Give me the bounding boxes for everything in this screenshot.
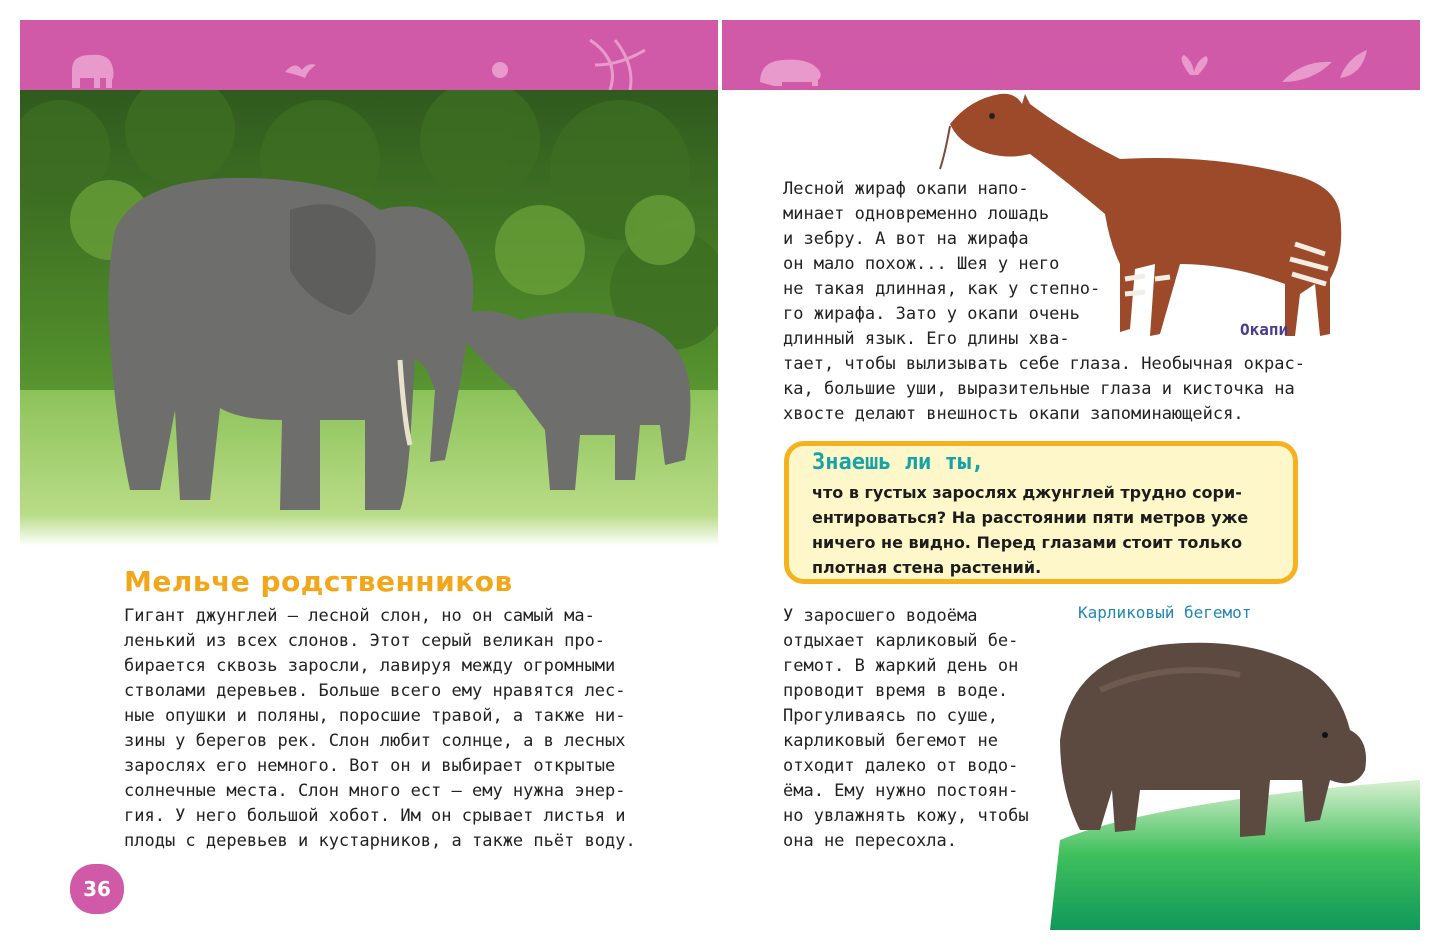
text-line: У заросшего водоёма bbox=[783, 606, 978, 626]
hippo-silhouette-icon bbox=[760, 60, 821, 86]
okapi-caption: Окапи bbox=[1240, 320, 1289, 339]
page-number: 36 bbox=[70, 864, 124, 914]
section-heading: Мельче родственников bbox=[124, 565, 513, 598]
elephant-text bbox=[124, 604, 636, 854]
text-line: Лесной жираф окапи напо- bbox=[783, 179, 1029, 199]
text-line: он мало похож... Шея у него bbox=[783, 254, 1060, 274]
hippo-caption: Карликовый бегемот bbox=[1078, 603, 1252, 622]
text-line: плоды с деревьев и кустарников, а также пьёт воду. bbox=[124, 831, 636, 851]
header-band-left bbox=[20, 20, 718, 90]
text-line: карликовый бегемот не bbox=[783, 731, 998, 751]
bamboo-leaves-icon bbox=[590, 40, 645, 90]
text-line: зины у берегов рек. Слон любит солнце, а в лесных bbox=[124, 731, 626, 751]
text-line: бирается сквозь заросли, лавируя между огромными bbox=[124, 656, 616, 676]
text-line: длинный язык. Его длины хва- bbox=[783, 329, 1070, 349]
text-line: и зебру. А вот на жирафа bbox=[783, 229, 1029, 249]
text-line: гемот. В жаркий день он bbox=[783, 656, 1019, 676]
fact-title: Знаешь ли ты, bbox=[812, 450, 985, 475]
flower-silhouette-icon bbox=[492, 62, 508, 78]
text-line: не такая длинная, как у степно- bbox=[783, 279, 1101, 299]
text-line: стволами деревьев. Больше всего ему нравятся лес- bbox=[124, 681, 626, 701]
text-line: ничего не видно. Перед глазами стоит только bbox=[812, 533, 1243, 552]
text-line: зарослях его немного. Вот он и выбирает открытые bbox=[124, 756, 616, 776]
text-line: плотная стена растений. bbox=[812, 558, 1042, 577]
text-line: минает одновременно лошадь bbox=[783, 204, 1050, 224]
text-line: но увлажнять кожу, чтобы bbox=[783, 806, 1029, 826]
text-line: хвосте делают внешность окапи запоминающейся. bbox=[783, 404, 1244, 424]
text-line: ные опушки и поляны, поросшие травой, а также ни- bbox=[124, 706, 626, 726]
text-line: солнечные места. Слон много ест — ему нужна энер- bbox=[124, 781, 626, 801]
text-line: го жирафа. Зато у окапи очень bbox=[783, 304, 1080, 324]
fact-text bbox=[812, 480, 1248, 580]
text-line: отходит далеко от водо- bbox=[783, 756, 1019, 776]
text-line: Прогуливаясь по суше, bbox=[783, 706, 998, 726]
text-line: ленький из всех слонов. Этот серый великан про- bbox=[124, 631, 606, 651]
okapi-text bbox=[783, 177, 1305, 427]
text-line: она не пересохла. bbox=[783, 831, 957, 851]
text-line: проводит время в воде. bbox=[783, 681, 1009, 701]
pygmy-hippo-illustration bbox=[1040, 630, 1420, 930]
text-line: гия. У него большой хобот. Им он срывает листья и bbox=[124, 806, 626, 826]
elephant-silhouette-icon bbox=[72, 55, 114, 88]
text-line: тает, чтобы вылизывать себе глаза. Необычная окрас- bbox=[783, 354, 1305, 374]
text-line: отдыхает карликовый бе- bbox=[783, 631, 1019, 651]
text-line: что в густых зарослях джунглей трудно сори- bbox=[812, 483, 1242, 502]
text-line: ёма. Ему нужно постоян- bbox=[783, 781, 1019, 801]
hippo-text bbox=[783, 604, 1029, 854]
bird-silhouette-icon bbox=[285, 64, 316, 78]
elephant-photo bbox=[20, 90, 718, 546]
text-line: ентироваться? На расстоянии пяти метров уже bbox=[812, 508, 1249, 527]
band-silhouettes-left bbox=[20, 20, 718, 90]
text-line: ка, большие уши, выразительные глаза и кисточка на bbox=[783, 379, 1295, 399]
text-line: Гигант джунглей — лесной слон, но он самый ма- bbox=[124, 606, 595, 626]
